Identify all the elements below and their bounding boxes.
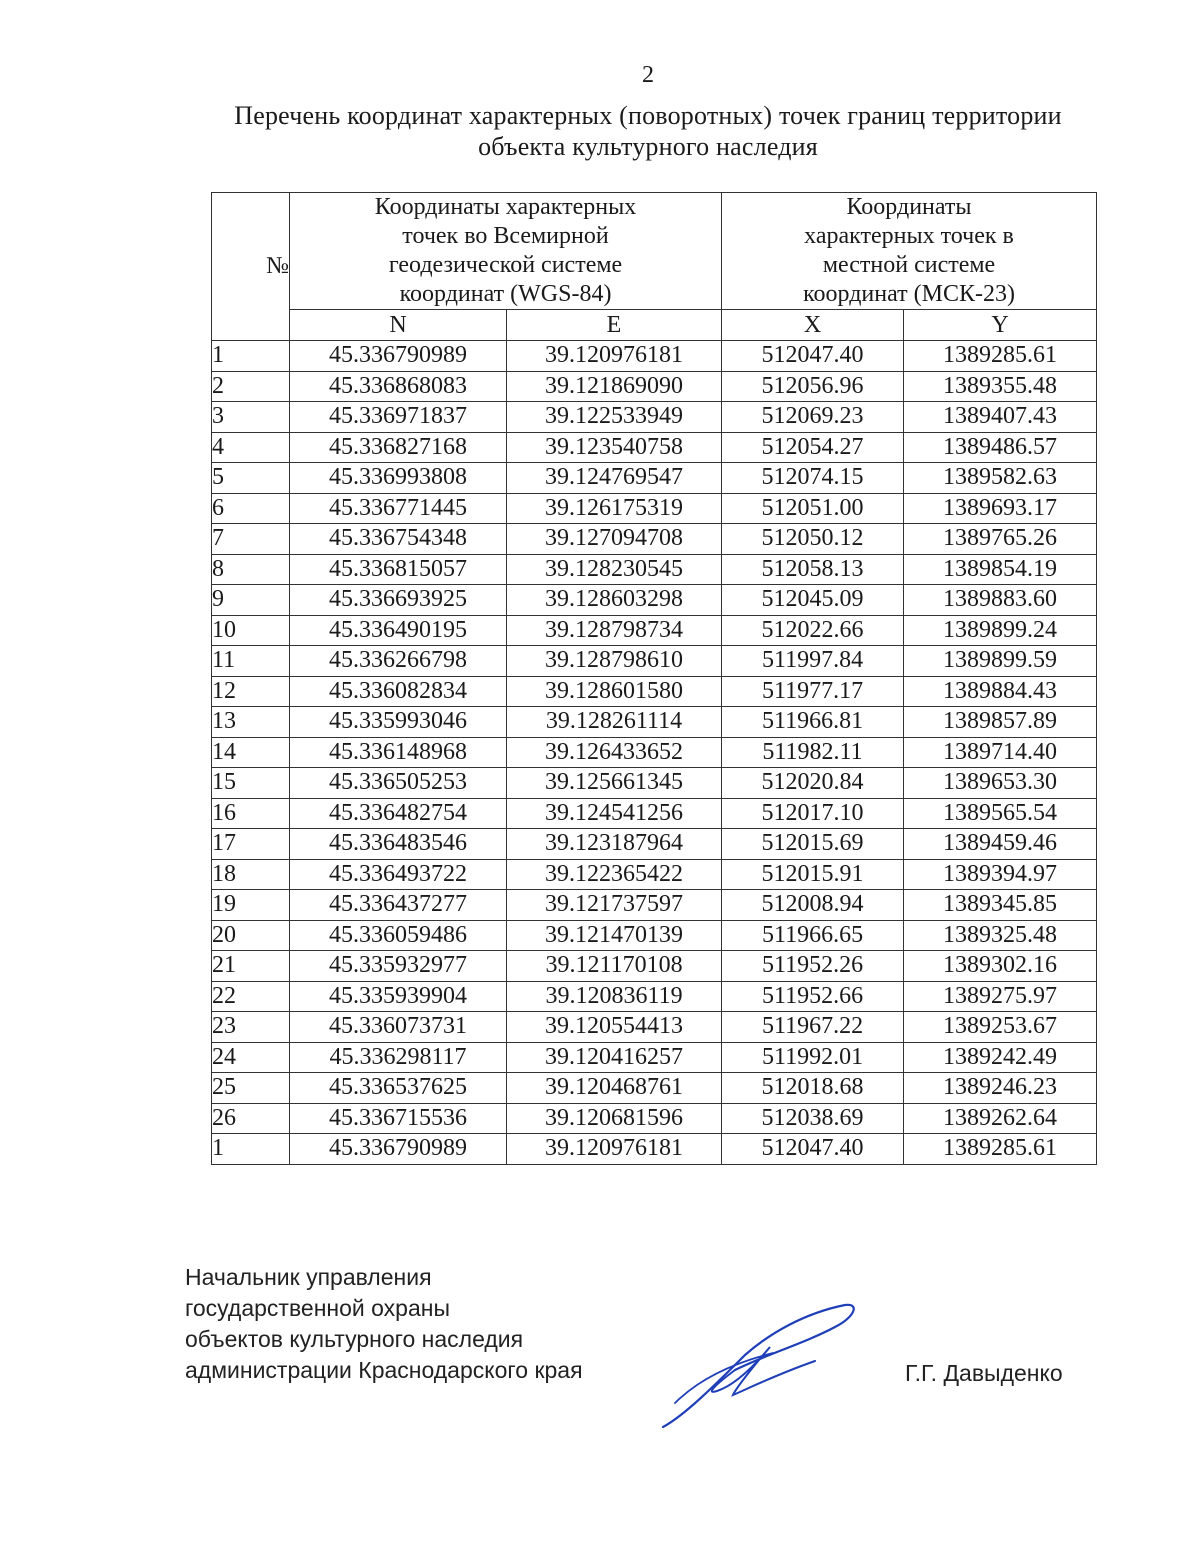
table-row (212, 432, 1097, 463)
coord-n-cell: 45.335932977 (290, 951, 507, 982)
title-line-2: объекта культурного наследия (478, 132, 818, 161)
coord-n-cell: 45.336490195 (290, 615, 507, 646)
table-row (212, 371, 1097, 402)
coord-e-cell: 39.128601580 (507, 676, 722, 707)
coord-n-cell: 45.336266798 (290, 646, 507, 677)
coord-e-cell: 39.124769547 (507, 463, 722, 494)
coord-n-cell: 45.336754348 (290, 524, 507, 555)
point-number-cell: 1 (212, 1134, 290, 1165)
coord-y-cell: 1389325.48 (904, 920, 1097, 951)
coord-e-cell: 39.125661345 (507, 768, 722, 799)
point-number-cell: 1 (212, 341, 290, 372)
coord-x-cell: 511977.17 (722, 676, 904, 707)
coord-n-cell: 45.335993046 (290, 707, 507, 738)
coord-y-cell: 1389285.61 (904, 1134, 1097, 1165)
coord-e-cell: 39.128798610 (507, 646, 722, 677)
coord-y-cell: 1389765.26 (904, 524, 1097, 555)
coord-x-cell: 511966.65 (722, 920, 904, 951)
table-row (212, 402, 1097, 433)
point-number-cell: 3 (212, 402, 290, 433)
coord-x-cell: 512015.69 (722, 829, 904, 860)
table-row (212, 829, 1097, 860)
coord-y-cell: 1389275.97 (904, 981, 1097, 1012)
wgs84-header-line: Координаты характерных (374, 194, 637, 220)
point-number-cell: 6 (212, 493, 290, 524)
coord-e-cell: 39.128230545 (507, 554, 722, 585)
table-row (212, 646, 1097, 677)
point-number-cell: 18 (212, 859, 290, 890)
point-number-cell: 11 (212, 646, 290, 677)
coord-y-cell: 1389394.97 (904, 859, 1097, 890)
coord-x-cell: 512008.94 (722, 890, 904, 921)
coord-x-cell: 512015.91 (722, 859, 904, 890)
coord-n-cell: 45.336771445 (290, 493, 507, 524)
point-number-cell: 8 (212, 554, 290, 585)
coord-n-cell: 45.336482754 (290, 798, 507, 829)
coord-x-cell: 511997.84 (722, 646, 904, 677)
table-row (212, 1103, 1097, 1134)
table-row (212, 676, 1097, 707)
coord-x-cell: 512047.40 (722, 341, 904, 372)
msk23-header-line: характерных точек в (804, 223, 1014, 249)
coord-n-cell: 45.336059486 (290, 920, 507, 951)
coord-y-cell: 1389355.48 (904, 371, 1097, 402)
position-line: Начальник управления (185, 1264, 432, 1290)
coord-y-cell: 1389884.43 (904, 676, 1097, 707)
position-line: администрации Краснодарского края (185, 1357, 583, 1383)
coord-e-cell: 39.120416257 (507, 1042, 722, 1073)
coord-n-cell: 45.335939904 (290, 981, 507, 1012)
handwritten-signature (655, 1295, 865, 1435)
table-row (212, 463, 1097, 494)
coord-e-cell: 39.120836119 (507, 981, 722, 1012)
table-row (212, 951, 1097, 982)
coord-e-cell: 39.123540758 (507, 432, 722, 463)
column-header-y: Y (904, 310, 1097, 341)
msk23-header-line: Координаты (846, 194, 972, 220)
coord-e-cell: 39.122365422 (507, 859, 722, 890)
coord-x-cell: 512018.68 (722, 1073, 904, 1104)
point-number-cell: 5 (212, 463, 290, 494)
coord-e-cell: 39.124541256 (507, 798, 722, 829)
coord-e-cell: 39.126433652 (507, 737, 722, 768)
coordinates-table (211, 192, 1097, 1165)
coord-y-cell: 1389899.59 (904, 646, 1097, 677)
coord-n-cell: 45.336437277 (290, 890, 507, 921)
document-title (200, 100, 1096, 162)
coord-y-cell: 1389714.40 (904, 737, 1097, 768)
signer-name: Г.Г. Давыденко (905, 1360, 1063, 1386)
table-row (212, 768, 1097, 799)
point-number-cell: 22 (212, 981, 290, 1012)
coord-n-cell: 45.336483546 (290, 829, 507, 860)
coord-y-cell: 1389407.43 (904, 402, 1097, 433)
coord-y-cell: 1389582.63 (904, 463, 1097, 494)
coord-x-cell: 512069.23 (722, 402, 904, 433)
coord-e-cell: 39.121869090 (507, 371, 722, 402)
coord-x-cell: 512051.00 (722, 493, 904, 524)
coord-e-cell: 39.128798734 (507, 615, 722, 646)
table-row (212, 859, 1097, 890)
point-number-cell: 20 (212, 920, 290, 951)
msk23-header-line: координат (МСК-23) (803, 281, 1015, 307)
table-row (212, 341, 1097, 372)
coord-n-cell: 45.336082834 (290, 676, 507, 707)
coord-x-cell: 512038.69 (722, 1103, 904, 1134)
point-number-cell: 9 (212, 585, 290, 616)
coord-n-cell: 45.336790989 (290, 1134, 507, 1165)
coord-x-cell: 511992.01 (722, 1042, 904, 1073)
coord-y-cell: 1389345.85 (904, 890, 1097, 921)
coord-y-cell: 1389854.19 (904, 554, 1097, 585)
table-row (212, 798, 1097, 829)
column-header-e: E (507, 310, 722, 341)
point-number-cell: 23 (212, 1012, 290, 1043)
coord-e-cell: 39.120681596 (507, 1103, 722, 1134)
point-number-cell: 13 (212, 707, 290, 738)
table-row (212, 920, 1097, 951)
coord-y-cell: 1389262.64 (904, 1103, 1097, 1134)
coord-e-cell: 39.127094708 (507, 524, 722, 555)
point-number-cell: 24 (212, 1042, 290, 1073)
coord-x-cell: 512050.12 (722, 524, 904, 555)
coord-n-cell: 45.336298117 (290, 1042, 507, 1073)
point-number-cell: 10 (212, 615, 290, 646)
wgs84-header-line: геодезической системе (388, 252, 623, 278)
coord-e-cell: 39.120554413 (507, 1012, 722, 1043)
point-number-cell: 26 (212, 1103, 290, 1134)
table-row (212, 890, 1097, 921)
coord-e-cell: 39.121470139 (507, 920, 722, 951)
wgs84-header-line: точек во Всемирной (402, 223, 609, 249)
coord-n-cell: 45.336537625 (290, 1073, 507, 1104)
coord-e-cell: 39.122533949 (507, 402, 722, 433)
coord-e-cell: 39.123187964 (507, 829, 722, 860)
coord-y-cell: 1389883.60 (904, 585, 1097, 616)
table-row (212, 1073, 1097, 1104)
coord-n-cell: 45.336505253 (290, 768, 507, 799)
coord-y-cell: 1389899.24 (904, 615, 1097, 646)
coord-n-cell: 45.336693925 (290, 585, 507, 616)
coord-e-cell: 39.120468761 (507, 1073, 722, 1104)
coord-y-cell: 1389246.23 (904, 1073, 1097, 1104)
wgs84-header-line: координат (WGS-84) (399, 281, 612, 307)
coord-e-cell: 39.128261114 (507, 707, 722, 738)
table-row (212, 981, 1097, 1012)
coord-x-cell: 511967.22 (722, 1012, 904, 1043)
coord-y-cell: 1389653.30 (904, 768, 1097, 799)
table-subheader-row (212, 310, 1097, 341)
point-number-cell: 17 (212, 829, 290, 860)
page-number: 2 (642, 62, 654, 88)
coord-e-cell: 39.120976181 (507, 1134, 722, 1165)
column-header-n: N (290, 310, 507, 341)
table-body (212, 341, 1097, 1165)
point-number-cell: 21 (212, 951, 290, 982)
coord-e-cell: 39.120976181 (507, 341, 722, 372)
coord-e-cell: 39.121170108 (507, 951, 722, 982)
coord-e-cell: 39.121737597 (507, 890, 722, 921)
table-header-row (212, 193, 1097, 310)
table-row (212, 1012, 1097, 1043)
coord-n-cell: 45.336790989 (290, 341, 507, 372)
coord-x-cell: 511952.26 (722, 951, 904, 982)
position-line: объектов культурного наследия (185, 1326, 524, 1352)
coord-n-cell: 45.336993808 (290, 463, 507, 494)
coord-n-cell: 45.336715536 (290, 1103, 507, 1134)
coord-n-cell: 45.336148968 (290, 737, 507, 768)
coord-y-cell: 1389285.61 (904, 341, 1097, 372)
table-row (212, 524, 1097, 555)
table-row (212, 554, 1097, 585)
number-column-header: № (212, 193, 290, 341)
coord-y-cell: 1389253.67 (904, 1012, 1097, 1043)
coord-n-cell: 45.336868083 (290, 371, 507, 402)
point-number-cell: 2 (212, 371, 290, 402)
coord-x-cell: 512017.10 (722, 798, 904, 829)
coord-x-cell: 512045.09 (722, 585, 904, 616)
position-line: государственной охраны (185, 1295, 450, 1321)
coord-x-cell: 512020.84 (722, 768, 904, 799)
coord-x-cell: 512056.96 (722, 371, 904, 402)
coord-n-cell: 45.336073731 (290, 1012, 507, 1043)
table-row (212, 707, 1097, 738)
point-number-cell: 14 (212, 737, 290, 768)
coord-x-cell: 512054.27 (722, 432, 904, 463)
coord-x-cell: 511982.11 (722, 737, 904, 768)
column-header-x: X (722, 310, 904, 341)
point-number-cell: 4 (212, 432, 290, 463)
table-row (212, 737, 1097, 768)
coord-e-cell: 39.128603298 (507, 585, 722, 616)
point-number-cell: 15 (212, 768, 290, 799)
msk23-header-line: местной системе (822, 252, 996, 278)
coord-e-cell: 39.126175319 (507, 493, 722, 524)
point-number-cell: 16 (212, 798, 290, 829)
coord-n-cell: 45.336827168 (290, 432, 507, 463)
table-row (212, 1042, 1097, 1073)
signatory-position (185, 1262, 583, 1386)
table-row (212, 615, 1097, 646)
coord-y-cell: 1389693.17 (904, 493, 1097, 524)
coord-x-cell: 512074.15 (722, 463, 904, 494)
coord-x-cell: 511966.81 (722, 707, 904, 738)
coord-n-cell: 45.336493722 (290, 859, 507, 890)
msk23-header (722, 193, 1097, 310)
point-number-cell: 12 (212, 676, 290, 707)
coord-y-cell: 1389486.57 (904, 432, 1097, 463)
coord-n-cell: 45.336815057 (290, 554, 507, 585)
point-number-cell: 19 (212, 890, 290, 921)
coord-x-cell: 512022.66 (722, 615, 904, 646)
coord-x-cell: 511952.66 (722, 981, 904, 1012)
coord-x-cell: 512047.40 (722, 1134, 904, 1165)
coord-y-cell: 1389565.54 (904, 798, 1097, 829)
coord-y-cell: 1389242.49 (904, 1042, 1097, 1073)
coord-y-cell: 1389857.89 (904, 707, 1097, 738)
coord-y-cell: 1389459.46 (904, 829, 1097, 860)
point-number-cell: 7 (212, 524, 290, 555)
table-row (212, 585, 1097, 616)
point-number-cell: 25 (212, 1073, 290, 1104)
table-row (212, 1134, 1097, 1165)
coord-y-cell: 1389302.16 (904, 951, 1097, 982)
table-row (212, 493, 1097, 524)
title-line-1: Перечень координат характерных (поворотных) точек границ территории (234, 101, 1062, 130)
wgs84-header (290, 193, 722, 310)
coord-n-cell: 45.336971837 (290, 402, 507, 433)
coord-x-cell: 512058.13 (722, 554, 904, 585)
